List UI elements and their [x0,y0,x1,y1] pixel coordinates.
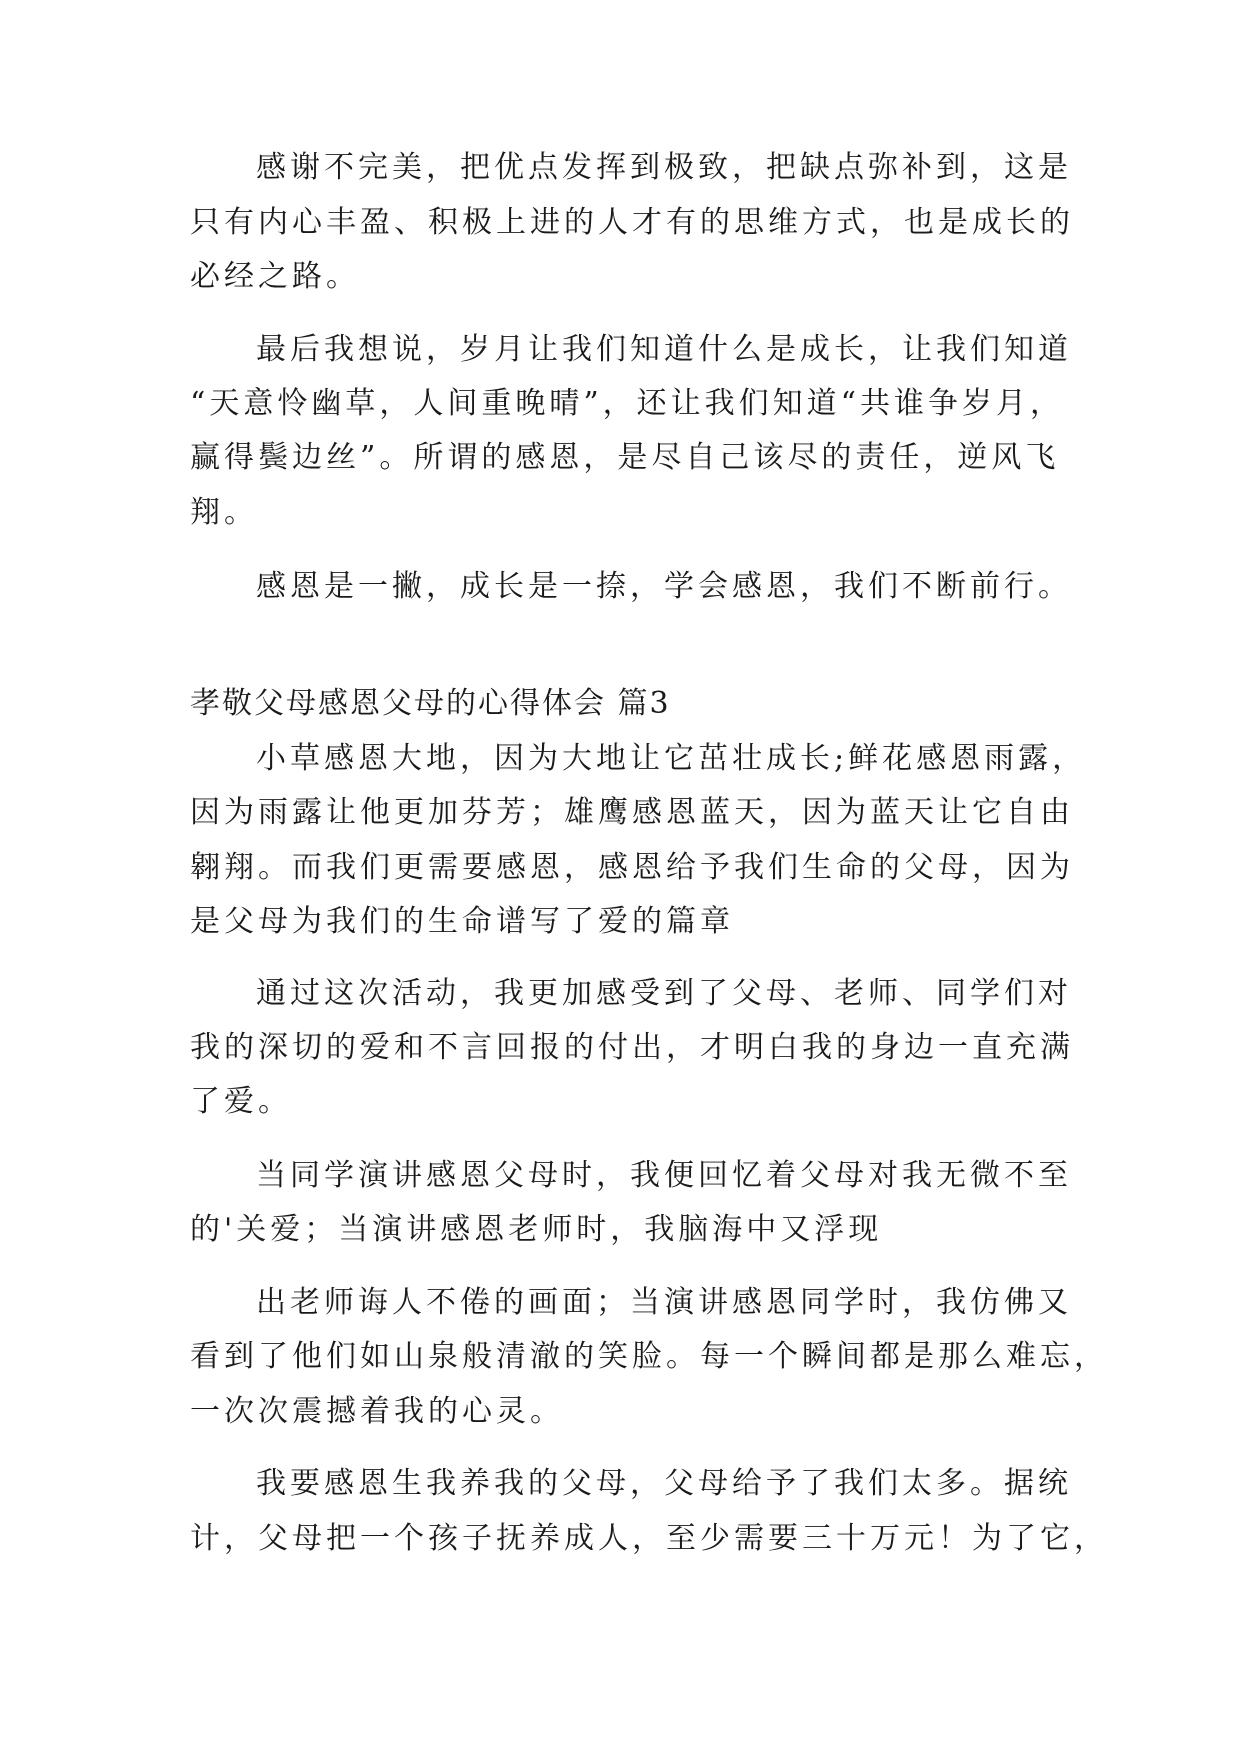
section-heading: 孝敬父母感恩父母的心得体会 篇3 [190,686,671,721]
text-line: 感恩是一撇，成长是一捺，学会感恩，我们不断前行。 [256,569,1072,604]
text-line: 翔。 [190,495,258,530]
text-line: 通过这次活动，我更加感受到了父母、老师、同学们对 [256,976,1072,1011]
text-line: 我要感恩生我养我的父母，父母给予了我们太多。据统 [256,1466,1072,1501]
text-line: 小草感恩大地，因为大地让它茁壮成长;鲜花感恩雨露， [256,741,1087,776]
text-line: 我的深切的爱和不言回报的付出，才明白我的身边一直充满 [190,1030,1074,1065]
text-line: 一次次震撼着我的心灵。 [190,1394,564,1429]
text-line: 因为雨露让他更加芬芳；雄鹰感恩蓝天，因为蓝天让它自由 [190,795,1074,830]
text-line: 翱翔。而我们更需要感恩，感恩给予我们生命的父母，因为 [190,850,1074,885]
text-line: 看到了他们如山泉般清澈的笑脸。每一个瞬间都是那么难忘， [190,1339,1108,1374]
text-line: 了爱。 [190,1084,292,1119]
text-line: 赢得鬓边丝”。所谓的感恩，是尽自己该尽的责任，逆风飞 [190,440,1060,475]
text-line: 只有内心丰盈、积极上进的人才有的思维方式，也是成长的 [190,205,1074,240]
text-line: 感谢不完美，把优点发挥到极致，把缺点弥补到，这是 [256,150,1072,185]
text-line: 是父母为我们的生命谱写了爱的篇章 [190,904,734,939]
text-line: 的'关爱；当演讲感恩老师时，我脑海中又浮现 [190,1212,883,1247]
text-line: 必经之路。 [190,259,360,294]
text-line: 出老师诲人不倦的画面；当演讲感恩同学时，我仿佛又 [256,1285,1072,1320]
text-line: 最后我想说，岁月让我们知道什么是成长，让我们知道 [256,332,1072,367]
text-line: “天意怜幽草，人间重晚晴”，还让我们知道“共谁争岁月， [190,386,1065,421]
text-line: 当同学演讲感恩父母时，我便回忆着父母对我无微不至 [256,1158,1072,1193]
text-line: 计，父母把一个孩子抚养成人，至少需要三十万元！为了它， [190,1521,1108,1556]
